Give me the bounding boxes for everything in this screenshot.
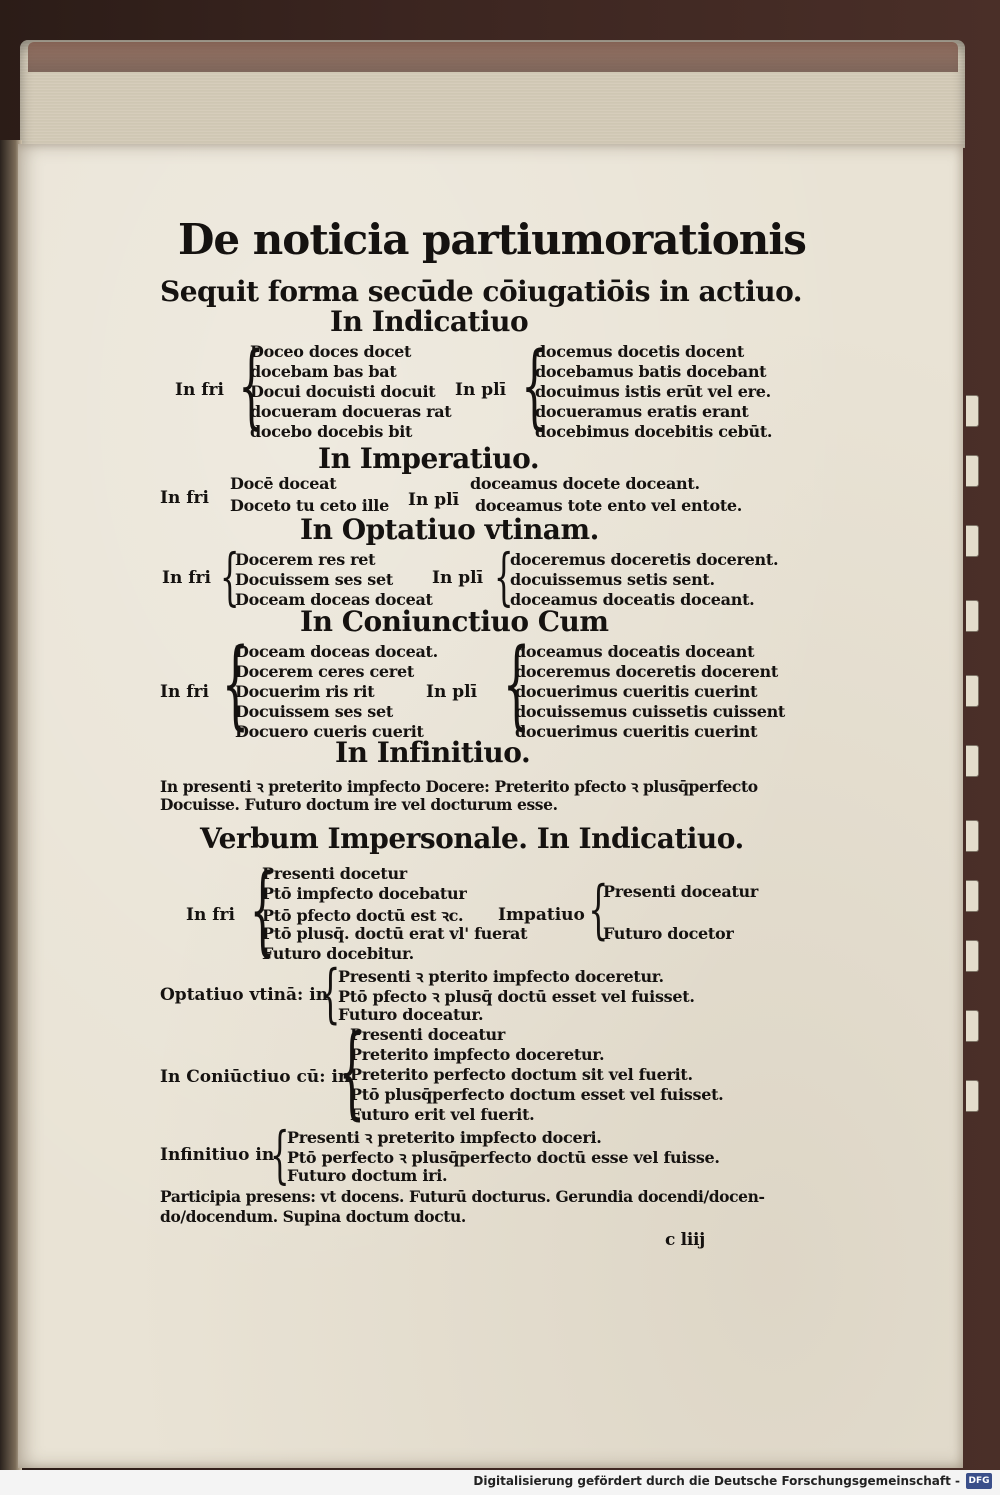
brace-icon: {	[249, 854, 276, 966]
side-tab	[966, 880, 979, 912]
conjugation-line: Ptō pfecto ꝛ plusq̄ doctū esset vel fuisset.	[338, 987, 695, 1006]
number-label: In plī	[408, 490, 460, 510]
conjugation-line: Presenti docetur	[262, 864, 407, 883]
brace-icon: {	[521, 332, 548, 439]
funding-credit: Digitalisierung gefördert durch die Deutsche Forschungsgemeinschaft -	[473, 1474, 960, 1488]
conjugation-line: doceamus tote ento vel entote.	[475, 496, 743, 515]
conjugation-line: docuerimus cueritis cuerint	[515, 722, 758, 741]
conjugation-line: Futuro docetor	[603, 924, 734, 943]
number-label: In fri	[162, 568, 211, 588]
side-tab	[966, 1010, 979, 1042]
side-tab	[966, 600, 979, 632]
brace-icon: {	[338, 1013, 366, 1130]
conjugation-line: docueram docueras rat	[250, 402, 452, 421]
conjugation-line: Preterito perfecto doctum sit vel fuerit.	[350, 1065, 693, 1084]
conjugation-line: Doceam doceas doceat.	[235, 642, 438, 661]
infinitive-line: Docuisse. Futuro doctum ire vel docturum esse.	[160, 795, 558, 814]
conjugation-line: Preterito impfecto doceretur.	[350, 1045, 605, 1064]
conjugation-line: docuimus istis erūt vel ere.	[535, 382, 771, 401]
number-label: In plī	[426, 682, 478, 702]
conjugation-line: docuerimus cueritis cuerint	[515, 682, 758, 701]
conjugation-line: docuissemus setis sent.	[510, 570, 715, 589]
conjugation-line: doceremus doceretis docerent.	[510, 550, 779, 569]
brace-icon: {	[219, 540, 240, 613]
side-tab	[966, 675, 979, 707]
conjugation-line: docebimus docebitis cebūt.	[535, 422, 773, 441]
number-label: In fri	[186, 905, 235, 925]
conjugation-line: Doceam doceas doceat	[235, 590, 433, 609]
conjugation-line: Docuissem ses set	[235, 702, 393, 721]
section-heading-optativo: In Optatiuo vtinam.	[300, 513, 599, 546]
conjugation-line: Futuro docebitur.	[262, 944, 414, 963]
conjugation-line: Presenti ꝛ pterito impfecto doceretur.	[338, 967, 664, 986]
conjugation-line: docemus docetis docent	[535, 342, 744, 361]
conjugation-line: Ptō plusq̄. doctū erat vl' fuerat	[262, 924, 528, 943]
brace-icon: {	[221, 628, 250, 740]
signature-mark: c liij	[665, 1230, 705, 1250]
number-label: In plī	[455, 380, 507, 400]
brace-icon: {	[588, 873, 609, 947]
conjugation-line: Doceto tu ceto ille	[230, 496, 389, 515]
conjugation-line: Futuro doctum iri.	[287, 1166, 448, 1185]
conjugation-line: Ptō pfecto doctū est ꝛc.	[262, 906, 464, 925]
conjugation-line: Docuerim ris rit	[235, 682, 375, 701]
conjugation-line: doceamus doceatis doceant	[515, 642, 755, 661]
brace-icon: {	[269, 1118, 290, 1191]
conjugation-line: doceamus doceatis doceant.	[510, 590, 755, 609]
section-heading-coniunctivo: In Coniunctiuo Cum	[300, 605, 609, 638]
mood-label: Impatiuo	[498, 905, 585, 925]
side-tab	[966, 395, 979, 427]
conjugation-line: Presenti ꝛ preterito impfecto doceri.	[287, 1128, 602, 1147]
subtitle: Sequit forma secūde cōiugatiōis in actiuo.	[160, 275, 803, 308]
conjugation-line: docebamus batis docebant	[535, 362, 767, 381]
side-tab	[966, 820, 979, 852]
mood-label: In Coniūctiuo cū: in	[160, 1067, 351, 1087]
number-label: In fri	[160, 682, 209, 702]
conjugation-line: Presenti doceatur	[603, 882, 759, 901]
conjugation-line: docebam bas bat	[250, 362, 397, 381]
section-heading-infinitivo: In Infinitiuo.	[335, 736, 531, 769]
red-edge	[28, 42, 958, 72]
conjugation-line: Futuro doceatur.	[338, 1005, 484, 1024]
conjugation-line: Docerem ceres ceret	[235, 662, 414, 681]
conjugation-line: docebo docebis bit	[250, 422, 413, 441]
page-title: De noticia partiumorationis	[178, 215, 806, 264]
dfg-logo: DFG	[966, 1473, 992, 1489]
conjugation-line: Ptō impfecto docebatur	[262, 884, 467, 903]
side-tab	[966, 525, 979, 557]
mood-label: Infinitiuo in	[160, 1145, 275, 1165]
conjugation-line: Docuissem ses set	[235, 570, 393, 589]
conjugation-line: doceremus doceretis docerent	[515, 662, 778, 681]
brace-icon: {	[493, 540, 514, 613]
number-label: In plī	[432, 568, 484, 588]
conjugation-line: Doceo doces docet	[250, 342, 412, 361]
conjugation-line: docuissemus cuissetis cuissent	[515, 702, 786, 721]
conjugation-line: doceamus docete doceant.	[470, 474, 700, 493]
participia-line: do/docendum. Supina doctum doctu.	[160, 1207, 466, 1226]
conjugation-line: Docui docuisti docuit	[250, 382, 436, 401]
section-heading-indicativo: In Indicatiuo	[330, 305, 529, 338]
brace-icon: {	[502, 628, 531, 740]
conjugation-line: Ptō perfecto ꝛ plusq̄perfecto doctū esse vel fuisse.	[287, 1148, 720, 1167]
side-tab	[966, 1080, 979, 1112]
number-label: In fri	[160, 488, 209, 508]
conjugation-line: Ptō plusq̄perfecto doctum esset vel fuisset.	[350, 1085, 724, 1104]
conjugation-line: Docē doceat	[230, 474, 337, 493]
conjugation-line: Presenti doceatur	[350, 1025, 506, 1044]
brace-icon: {	[238, 332, 265, 439]
participia-line: Participia presens: vt docens. Futurū docturus. Gerundia docendi/docen-	[160, 1187, 765, 1206]
conjugation-line: docueramus eratis erant	[535, 402, 749, 421]
mood-label: Optatiuo vtinā: in	[160, 985, 329, 1005]
conjugation-line: Futuro erit vel fuerit.	[350, 1105, 535, 1124]
conjugation-line: Docuero cueris cuerit	[235, 722, 424, 741]
side-tab	[966, 455, 979, 487]
side-tab	[966, 745, 979, 777]
infinitive-line: In presenti ꝛ preterito impfecto Docere: Preterito pfecto ꝛ plusq̄perfecto	[160, 777, 758, 796]
brace-icon: {	[320, 957, 341, 1031]
conjugation-line: Docerem res ret	[235, 550, 376, 569]
section-heading-impersonale: Verbum Impersonale. In Indicatiuo.	[200, 822, 744, 855]
number-label: In fri	[175, 380, 224, 400]
side-tab	[966, 940, 979, 972]
section-heading-imperativo: In Imperatiuo.	[318, 442, 540, 475]
